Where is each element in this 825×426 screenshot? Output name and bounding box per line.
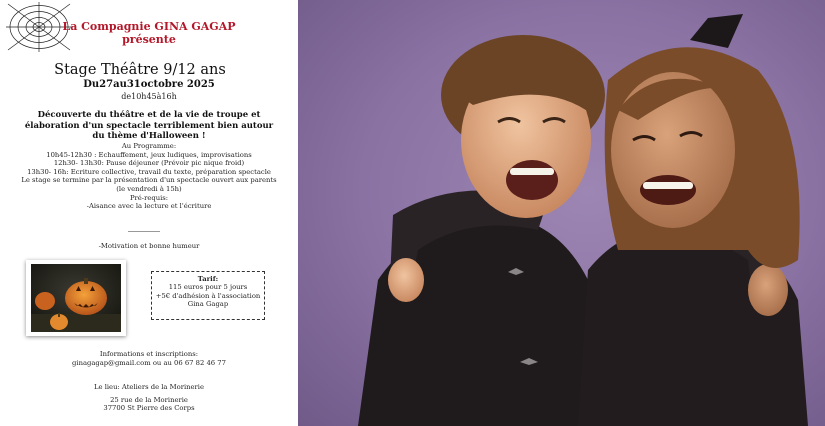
stage-dates: Du27au31octobre 2025 bbox=[83, 79, 215, 90]
stage-title: Stage Théâtre 9/12 ans bbox=[54, 62, 226, 78]
description bbox=[0, 110, 298, 142]
presents-label: présente bbox=[122, 33, 176, 46]
program-line: 10h45-12h30 : Echauffement, jeux ludiques, improvisations bbox=[46, 150, 252, 159]
price-title: Tarif: bbox=[197, 275, 219, 283]
description-line: Découverte du théâtre et de la vie de troupe et bbox=[37, 110, 261, 120]
program-line: (le vendredi à 15h) bbox=[116, 184, 182, 193]
location-heading: Le lieu: Ateliers de la Morinerie bbox=[94, 383, 204, 391]
company-name: La Compagnie GINA GAGAP bbox=[62, 20, 236, 33]
children-photo bbox=[298, 0, 825, 426]
description-line: du thème d'Halloween ! bbox=[92, 131, 206, 141]
prerequisites-heading: Pré-requis: bbox=[129, 193, 169, 202]
location-info bbox=[0, 383, 298, 413]
price-line: Gina Gagap bbox=[187, 300, 229, 309]
pumpkin-image bbox=[31, 264, 121, 332]
children-illustration bbox=[298, 0, 825, 426]
price-line: +5€ d'adhésion à l'association bbox=[155, 291, 261, 300]
program bbox=[0, 142, 298, 211]
contact-heading: Informations et inscriptions: bbox=[99, 350, 199, 358]
pumpkin-photo bbox=[26, 260, 126, 336]
program-line: 12h30- 13h30: Pause déjeuner (Prévoir pic nique froid) bbox=[53, 159, 245, 168]
program-line: Le stage se termine par la présentation d'un spectacle ouvert aux parents bbox=[21, 176, 277, 185]
description-line: élaboration d'un spectacle terriblement bien autour bbox=[24, 120, 274, 131]
divider bbox=[128, 231, 160, 232]
prerequisite-item: -Aisance avec la lecture et l'écriture bbox=[86, 202, 212, 211]
location-city: 37700 St Pierre des Corps bbox=[103, 404, 195, 413]
contact-details: ginagagap@gmail.com ou au 06 67 82 46 77 bbox=[72, 359, 226, 367]
program-heading: Au Programme: bbox=[121, 142, 177, 150]
price-box bbox=[151, 271, 265, 320]
prerequisite-item: -Motivation et bonne humeur bbox=[98, 242, 200, 250]
stage-hours: de10h45à16h bbox=[121, 92, 177, 101]
flyer-text-panel bbox=[0, 0, 298, 426]
contact-info bbox=[0, 350, 298, 368]
location-street: 25 rue de la Morinerie bbox=[110, 395, 188, 404]
program-line: 13h30- 16h: Ecriture collective, travail du texte, préparation spectacle bbox=[27, 167, 271, 176]
price-line: 115 euros pour 5 jours bbox=[168, 283, 248, 292]
